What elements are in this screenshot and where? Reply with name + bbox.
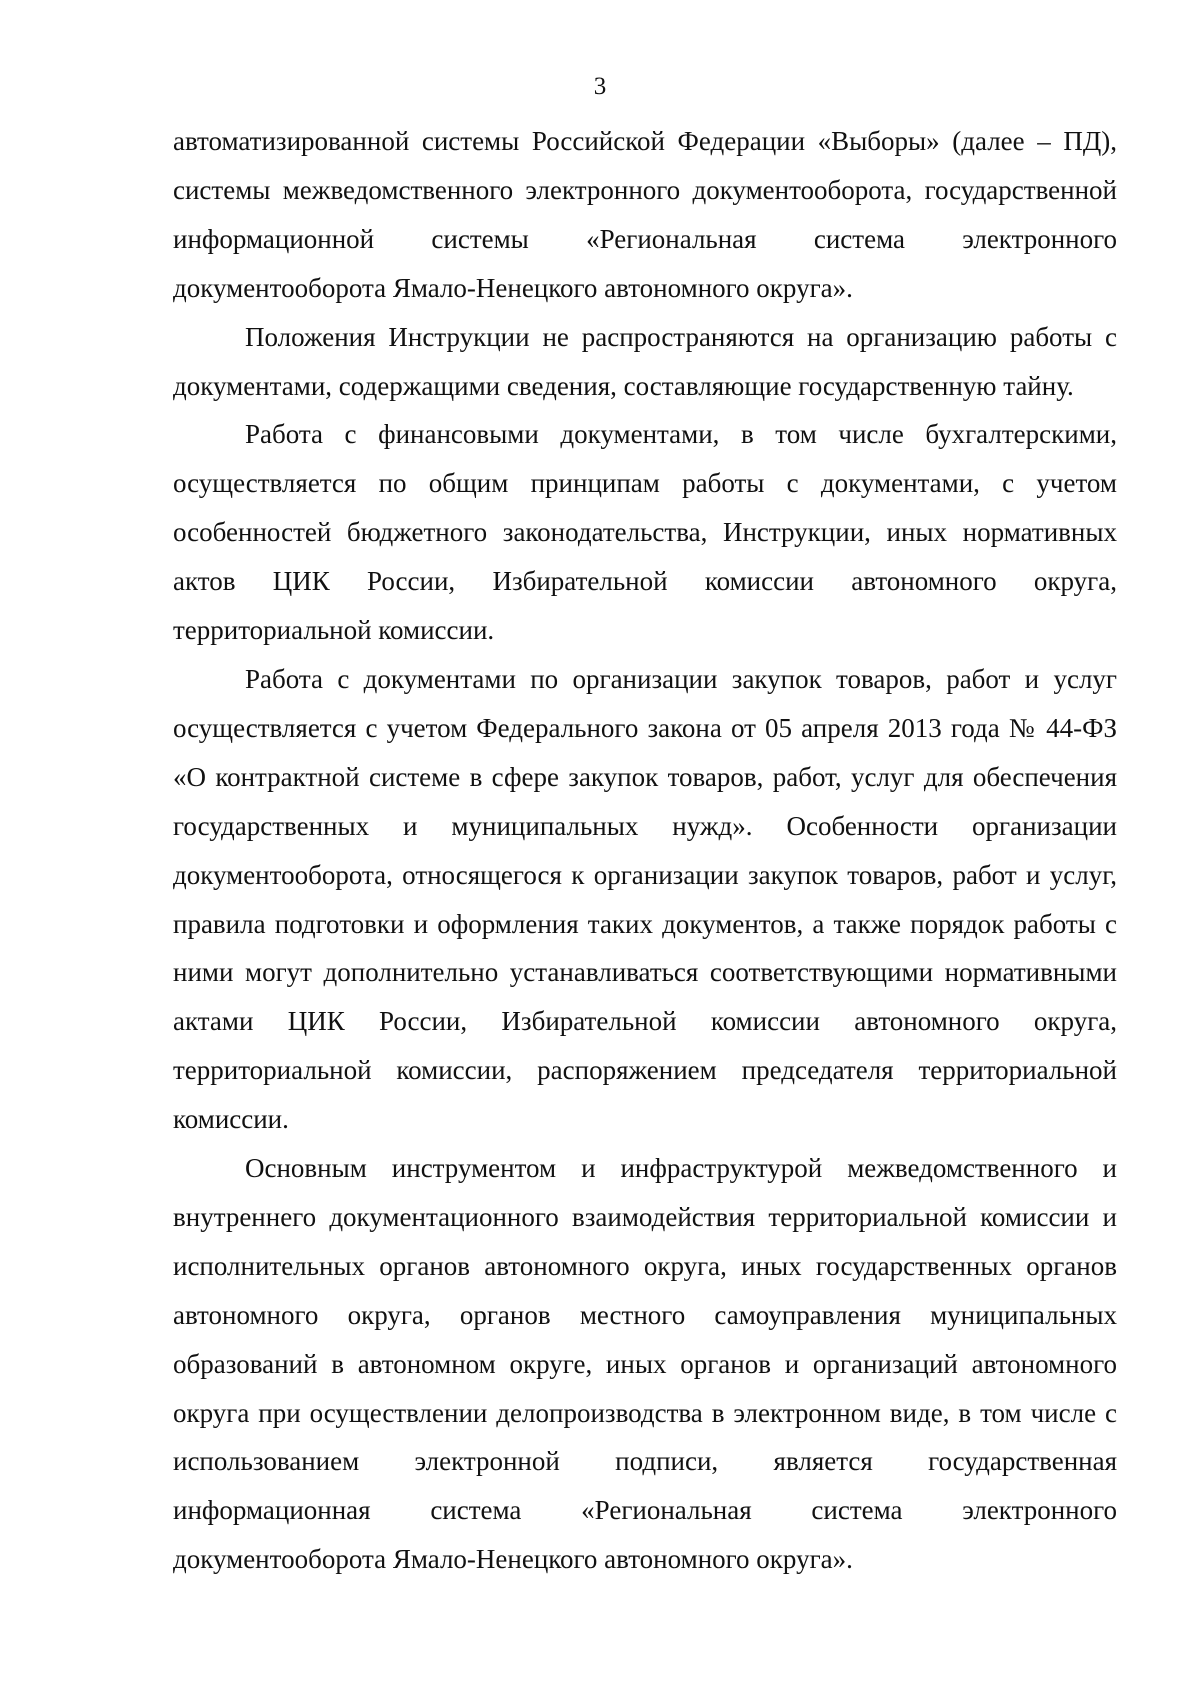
paragraph-scope-exclusion: Положения Инструкции не распространяются на организацию работы с документами, содержащими сведения, составляющие государственную тайну. (173, 321, 1117, 401)
paragraph-procurement-documents: Работа с документами по организации закупок товаров, работ и услуг осуществляется с учетом Федерального закона от 05 апреля 2013 года № 44-ФЗ «О контрактной системе в сфере закупок товаров, работ, услуг для обеспечения государственных и муниципальных нужд». Особенности организации документооборота, относящегося к организации закупок товаров, работ и услуг, правила подготовки и оформления таких документов, а также порядок работы с ними могут дополнительно устанавливаться соответствующими нормативными актами ЦИК России, Избирательной комиссии автономного округа, территориальной комиссии, распоряжением председателя территориальной комиссии. (173, 663, 1117, 1135)
paragraph-main-infrastructure: Основным инструментом и инфраструктурой межведомственного и внутреннего документационного взаимодействия территориальной комиссии и исполнительных органов автономного округа, иных государственных органов автономного округа, органов местного самоуправления муниципальных образований в автономном округе, иных органов и организаций автономного округа при осуществлении делопроизводства в электронном виде, в том числе с использованием электронной подписи, является государственная информационная система «Региональная система электронного документооборота Ямало-Ненецкого автономного округа». (173, 1153, 1117, 1575)
document-body (173, 117, 1117, 1584)
paragraph-financial-documents: Работа с финансовыми документами, в том числе бухгалтерскими, осуществляется по общим принципам работы с документами, с учетом особенностей бюджетного законодательства, Инструкции, иных нормативных актов ЦИК России, Избирательной комиссии автономного округа, территориальной комиссии. (173, 419, 1117, 646)
paragraph-continuation: автоматизированной системы Российской Федерации «Выборы» (далее – ПД), системы межведомственного электронного документооборота, государственной информационной системы «Региональная система электронного документооборота Ямало-Ненецкого автономного округа». (173, 126, 1117, 303)
page-number: 3 (593, 73, 607, 100)
